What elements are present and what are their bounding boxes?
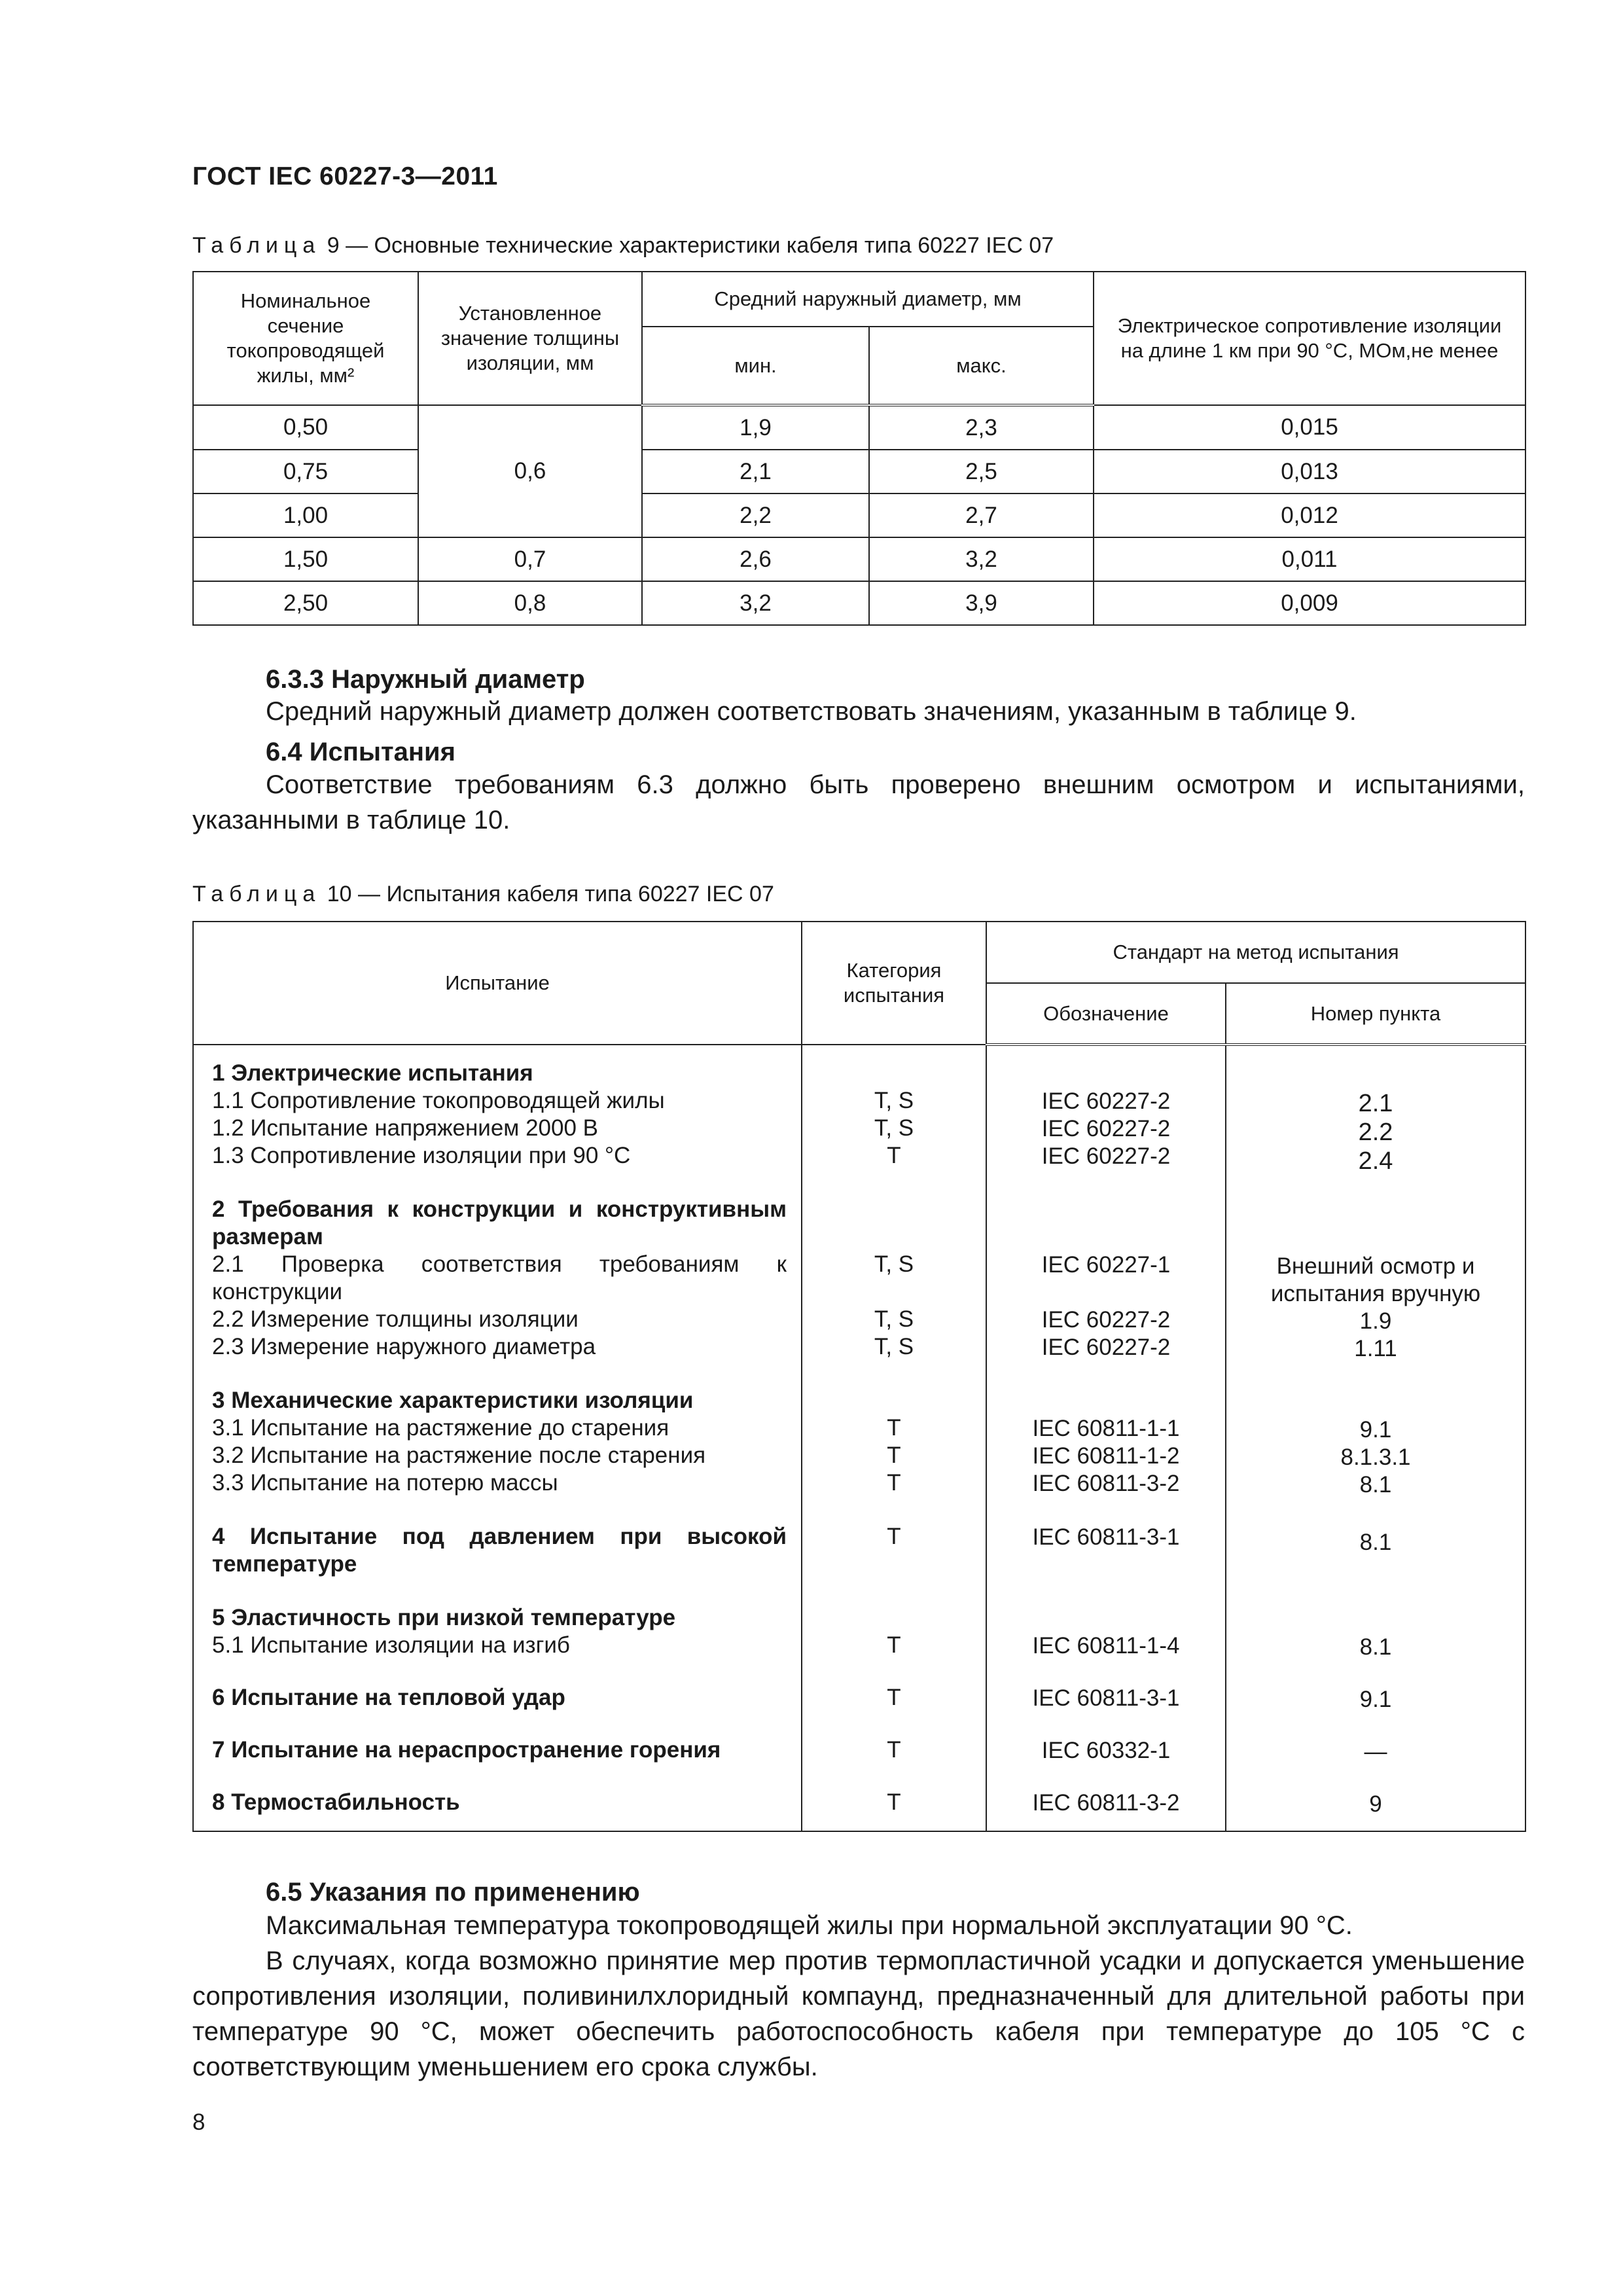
t9-header-min: мин.	[642, 327, 869, 405]
t10-designation: IEC 60227-2	[1041, 1143, 1171, 1169]
t10-group-title: 5 Эластичность при низкой температуре	[212, 1605, 676, 1630]
page-number: 8	[192, 2109, 205, 2135]
t10-designation: IEC 60811-1-4	[1032, 1633, 1180, 1659]
table10-caption-text: 10 — Испытания кабеля типа 60227 IEC 07	[321, 882, 774, 906]
section-64-text: Соответствие требованиям 6.3 должно быть проверено внешним осмотром и испытаниями, указанными в таблице 10.	[192, 770, 1525, 834]
t10-clause: 2.1	[1358, 1090, 1393, 1117]
table9-caption-word: Таблица	[192, 233, 321, 258]
t9-cell-resistance: 0,009	[1094, 581, 1525, 625]
t10-category: T	[887, 1415, 901, 1441]
t10-header-designation: Обозначение	[986, 983, 1226, 1045]
t9-cell-min: 3,2	[642, 581, 869, 625]
t9-cell-thickness: 0,6	[418, 405, 642, 537]
t10-clause: 9.1	[1359, 1417, 1392, 1443]
table-row	[193, 581, 1525, 625]
t10-clause: 8.1	[1359, 1530, 1392, 1555]
t10-designation: IEC 60332-1	[1041, 1738, 1171, 1763]
t10-item: 2.3 Измерение наружного диаметра	[212, 1334, 596, 1359]
t10-cell-clause	[1226, 1045, 1525, 1831]
t10-item: 3.1 Испытание на растяжение до старения	[212, 1415, 669, 1441]
t10-category: T	[887, 1470, 901, 1496]
t10-category: T	[887, 1143, 901, 1168]
section-64-title: 6.4 Испытания	[266, 738, 455, 766]
t10-designation: IEC 60811-1-1	[1032, 1416, 1180, 1441]
table9-caption-text: 9 — Основные технические характеристики кабеля типа 60227 IEC 07	[321, 233, 1054, 258]
t10-clause: Внешний осмотр и испытания вручную	[1270, 1253, 1481, 1306]
t10-header-clause: Номер пункта	[1226, 983, 1525, 1045]
t10-clause: 9	[1369, 1791, 1382, 1817]
t10-category: T, S	[874, 1088, 914, 1113]
t10-clause: 8.1.3.1	[1340, 1444, 1411, 1470]
t10-cell-test	[193, 1045, 802, 1831]
t10-designation: IEC 60227-2	[1041, 1088, 1171, 1114]
t10-header-standard: Стандарт на метод испытания	[986, 922, 1525, 983]
table9-caption	[192, 233, 1054, 259]
t10-item: 3.2 Испытание на растяжение после старения	[212, 1443, 706, 1468]
t10-header-category: Категория испытания	[802, 922, 986, 1045]
t9-cell-thickness: 0,7	[418, 537, 642, 581]
t10-category: T, S	[874, 1334, 914, 1359]
t9-cell-section: 0,50	[193, 405, 418, 450]
t10-clause: 1.9	[1359, 1308, 1392, 1334]
t9-cell-resistance: 0,015	[1094, 405, 1525, 450]
t10-category: T	[887, 1524, 901, 1549]
t9-cell-max: 2,3	[869, 405, 1094, 450]
t9-cell-max: 2,5	[869, 450, 1094, 493]
t9-cell-resistance: 0,012	[1094, 493, 1525, 537]
t10-group-title: 8 Термостабильность	[212, 1789, 460, 1815]
t10-category: T, S	[874, 1251, 914, 1277]
t9-cell-resistance: 0,013	[1094, 450, 1525, 493]
t10-clause: 8.1	[1359, 1634, 1392, 1660]
t9-header-diameter: Средний наружный диаметр, мм	[642, 272, 1094, 327]
section-633-text: Средний наружный диаметр должен соответствовать значениям, указанным в таблице 9.	[266, 697, 1357, 726]
section-65-paragraph: Максимальная температура токопроводящей жилы при нормальной эксплуатации 90 °С.	[266, 1911, 1353, 1940]
t10-clause: 8.1	[1359, 1472, 1392, 1498]
t10-designation: IEC 60227-2	[1041, 1335, 1171, 1360]
table-row	[193, 450, 1525, 493]
table-row	[193, 1045, 1525, 1831]
t10-cell-designation	[986, 1045, 1226, 1831]
t10-clause: 9.1	[1359, 1687, 1392, 1712]
t9-header-max: макс.	[869, 327, 1094, 405]
t9-cell-section: 2,50	[193, 581, 418, 625]
t10-designation: IEC 60811-3-1	[1032, 1524, 1180, 1550]
table9	[192, 271, 1526, 626]
t10-category: T	[887, 1632, 901, 1658]
section-633-title: 6.3.3 Наружный диаметр	[266, 665, 585, 694]
table10	[192, 921, 1526, 1832]
table-row	[193, 493, 1525, 537]
t10-category: T, S	[874, 1306, 914, 1332]
t10-clause: 2.4	[1358, 1147, 1393, 1175]
table-row	[193, 405, 1525, 450]
t10-item: 1.2 Испытание напряжением 2000 В	[212, 1115, 599, 1141]
t9-cell-section: 0,75	[193, 450, 418, 493]
t9-cell-thickness: 0,8	[418, 581, 642, 625]
t10-category: T	[887, 1737, 901, 1763]
t10-designation: IEC 60227-2	[1041, 1307, 1171, 1333]
t10-category: T	[887, 1789, 901, 1815]
t10-item: 3.3 Испытание на потерю массы	[212, 1470, 558, 1496]
t10-item: 5.1 Испытание изоляции на изгиб	[212, 1632, 570, 1658]
t9-cell-min: 2,2	[642, 493, 869, 537]
t10-item: 1.3 Сопротивление изоляции при 90 °С	[212, 1143, 631, 1168]
t10-clause: 2.2	[1358, 1119, 1393, 1146]
t10-designation: IEC 60811-1-2	[1032, 1443, 1180, 1469]
t10-group-title: 6 Испытание на тепловой удар	[212, 1685, 565, 1710]
t9-cell-section: 1,00	[193, 493, 418, 537]
t10-category: T	[887, 1685, 901, 1710]
document-code: ГОСТ IEC 60227-3—2011	[192, 162, 498, 190]
t10-group-title: 1 Электрические испытания	[212, 1060, 533, 1086]
t10-category: T	[887, 1443, 901, 1468]
t9-cell-section: 1,50	[193, 537, 418, 581]
t9-cell-resistance: 0,011	[1094, 537, 1525, 581]
t9-cell-max: 2,7	[869, 493, 1094, 537]
t9-cell-min: 1,9	[642, 405, 869, 450]
t10-clause: 1.11	[1354, 1336, 1397, 1361]
t10-designation: IEC 60227-1	[1041, 1252, 1171, 1278]
t10-designation: IEC 60227-2	[1041, 1116, 1171, 1141]
t10-designation: IEC 60811-3-1	[1032, 1685, 1180, 1711]
table10-caption	[192, 882, 774, 907]
t9-cell-max: 3,9	[869, 581, 1094, 625]
t10-header-test: Испытание	[193, 922, 802, 1045]
t9-cell-min: 2,1	[642, 450, 869, 493]
t10-category: T, S	[874, 1115, 914, 1141]
t9-cell-max: 3,2	[869, 537, 1094, 581]
t9-header-thickness: Установленное значение толщины изоляции, мм	[418, 272, 642, 405]
t10-group-title: 3 Механические характеристики изоляции	[212, 1388, 694, 1413]
t10-group-title: 4 Испытание под давлением при высокой температуре	[212, 1524, 787, 1577]
t10-item: 2.1 Проверка соответствия требованиям к конструкции	[212, 1251, 787, 1304]
t10-group-title: 2 Требования к конструкции и конструктивным размерам	[212, 1196, 787, 1249]
t10-item: 2.2 Измерение толщины изоляции	[212, 1306, 579, 1332]
section-65-paragraph: В случаях, когда возможно принятие мер против термопластичной усадки и допускается уменьшение сопротивления изоляции, поливинилхлоридный компаунд, предназначенный для длительной работы при температуре 90 °С, может обеспечить работоспособность кабеля при температуре до 105 °С с соответствующим уменьшением его срока службы.	[192, 1946, 1525, 2081]
t9-header-resistance: Электрическое сопротивление изоляции на длине 1 км при 90 °С, МОм,не менее	[1094, 272, 1525, 405]
t10-clause: —	[1364, 1739, 1387, 1765]
t9-cell-min: 2,6	[642, 537, 869, 581]
t10-designation: IEC 60811-3-2	[1032, 1471, 1180, 1496]
t10-group-title: 7 Испытание на нераспространение горения	[212, 1737, 721, 1763]
t10-designation: IEC 60811-3-2	[1032, 1790, 1180, 1816]
t9-header-section: Номинальное сечение токопроводящей жилы, мм²	[193, 272, 418, 405]
table10-caption-word: Таблица	[192, 882, 321, 906]
t10-cell-category	[802, 1045, 986, 1831]
section-65-title: 6.5 Указания по применению	[266, 1878, 640, 1907]
t10-item: 1.1 Сопротивление токопроводящей жилы	[212, 1088, 665, 1113]
table-row	[193, 537, 1525, 581]
